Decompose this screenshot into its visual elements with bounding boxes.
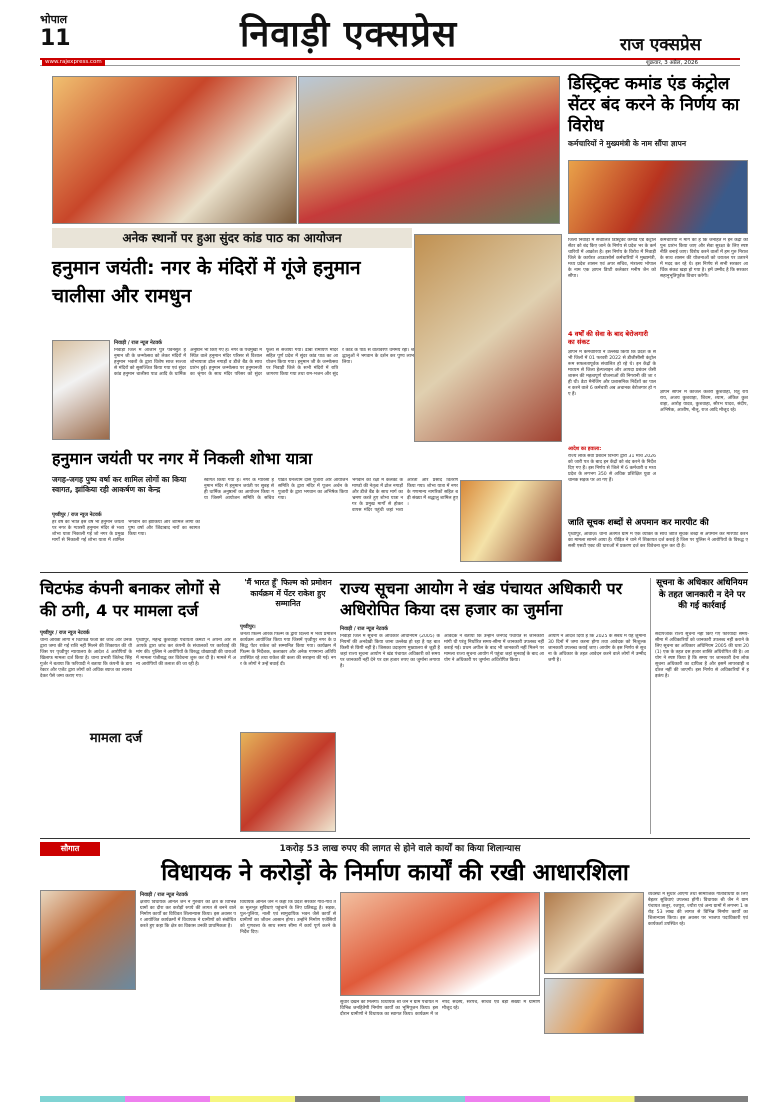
rti-body-1: निवाड़ी जिले में सूचना के अधिकार अधिनियम (2005) के नियमों की अनदेखी किया जाना उल्लेख हो रहा है यह बात किसी से छिपी नहीं है। जिसका उदाहरण मुख्यालय से जुड़ी है जहां राज्य सूचना आयोग ने खंड पंचायत अधिकारी को समय पर जानकारी नहीं देने पर दस हजार रुपए का जुर्माना लगाया है। (340, 634, 440, 669)
vidhayak-body-3: सुधार देखने को मिलेगा। विधायक श्री जैन ने ग्राम पंचायत में विभिन्न जनहितैषी निर्माण कार्यों का भूमिपूजन किया। इस दौरान ग्रामीणों ने विधायक का स्वागत किया। कार्यक्रम में जनपद सदस्य, सरपंच, सचिव एवं बड़ी संख्या में ग्रामीण मौजूद रहे। (340, 1000, 540, 1017)
vidhayak-kicker: 1करोड़ 53 लाख रुपए की लागत से होने वाले कार्यों का किया शिलान्यास (279, 844, 521, 854)
control-center-body-4: कर्मचारियों ने मांग की है कि जनहित में इन केंद्रों को पुनः प्रारंभ किया जाए और सेवा सुरक्षा के लिए स्पष्ट नीति बनाई जाए। विरोध करने वालों में हम गुरु निराश के साथ शासन की योजनाओं को धरातल पर उतारने में मदद कर रहे थे। इस निर्णय से सभी सरकार आर्थिक संकट खड़ा हो गया है। हमें उम्मीद है कि सरकार सहानुभूतिपूर्वक विचार करेगी। (660, 238, 748, 279)
masthead-title: निवाड़ी एक्सप्रेस (240, 14, 458, 55)
website-link[interactable]: www.rajexpress.com (42, 59, 105, 66)
control-center-body-5: ज्ञापन सौंपने में काजल केशरी कुशवाहा, रितु राय राय, अजय कुशवाहा, शिवम, श्याम, अंकित कुशवाहा, आरोह यादव, कुशवाहा, सौरभ यादव, संदीप, अभिषेक, आशीष, नीलू, राज आदि मौजूद रहे। (660, 390, 748, 413)
vidhayak-body-1: क्षेत्रीय विधायक अनिल जैन ने गुरुवार को क्षेत्र के विभिन्न ग्रामों का दौरा कर करोड़ों रुपये की लागत से बनने वाले निर्माण कार्यों का विधिवत शिलान्यास किया। इस अवसर पर आयोजित कार्यक्रमों में विधायक ने ग्रामीणों को संबोधित करते हुए कहा कि क्षेत्र का विकास उनकी प्राथमिकता है। (140, 900, 236, 929)
shobha-headline: हनुमान जयंती पर नगर में निकली शोभा यात्रा (52, 449, 313, 468)
masthead-paper: राज एक्सप्रेस (620, 35, 702, 55)
masthead (40, 8, 740, 64)
rti-side-body: संदीपजाक राज्य सूचना नहीं किए गए फरियादी समय-सीमा में अधिकारियों को जानकारी उपलब्ध नहीं कराने के लिए सूचना का अधिकार अधिनियम 2005 की धारा 20 (1) एक के तहत दस हजार शास्ति अधिरोपित की है। आयोग ने स्पष्ट किया है कि समय पर जानकारी देना लोक सूचना अधिकारी का दायित्व है और इसमें लापरवाही बर्दाश्त नहीं की जाएगी। इस निर्णय से अधिकारियों में हड़कंप है। (655, 632, 749, 679)
masthead-date: शुक्रवार, 3 अप्रैल, 2026 (646, 60, 698, 66)
hanuman-credit: निवाड़ी / राज न्यूज नेटवर्क (114, 340, 162, 346)
masthead-city: भोपाल (40, 13, 68, 26)
photo-painter (240, 732, 336, 832)
section-rule-1 (40, 572, 748, 573)
photo-shilanyas-1 (40, 890, 136, 990)
photo-shilanyas-3 (544, 892, 644, 974)
section-rule-2 (40, 838, 750, 839)
caste-body: पृथ्वीपुर, आवाज़। थाना अंतर्गत ग्राम में एक व्यक्ति के साथ जाति सूचक शब्दों से अपमान कर मारपीट करने का मामला सामने आया है। पीड़ित ने थाने में शिकायत दर्ज कराई है जिस पर पुलिस ने आरोपियों के विरुद्ध एससी एसटी एक्ट की धाराओं में प्रकरण दर्ज कर विवेचना शुरू कर दी है। (568, 532, 748, 549)
chitfund-callout: मामला दर्ज (76, 728, 156, 746)
film-headline: 'मैं भारत हूँ' फिल्म को प्रमोशन कार्यक्रम में पेंटर राकेश हुए सम्मानित (244, 578, 332, 608)
page-number: 11 (40, 26, 71, 51)
photo-hanuman-idol (414, 234, 562, 442)
vidhayak-credit: निवाड़ी / राज न्यूज नेटवर्क (140, 892, 188, 898)
shobha-subhead: जगह-जगह पुष्प वर्षा कर शामिल लोगों का किया स्वागत, झांकिया रही आकर्षण का केन्द्र (52, 475, 187, 494)
vidhayak-headline: विधायक ने करोड़ों के निर्माण कार्यों की रखी आधारशिला (161, 860, 629, 886)
chitfund-body-2: पृथ्वीपुर, महेन्द्र कुशवाहा पंचायती कमेटी ने अपनी ओर से आपके द्वारा जांच कर कंपनी के संचालकों पर कार्रवाई की मांग की। पुलिस ने आरोपियों के विरुद्ध धोखाधड़ी की धाराओं में मामला पंजीबद्ध कर विवेचना शुरू कर दी है। मामले में अन्य आरोपियों की तलाश की जा रही है। (136, 638, 236, 667)
rti-credit: निवाड़ी / राज न्यूज नेटवर्क (340, 626, 388, 632)
photo-devotees (52, 340, 110, 440)
registration-strip (40, 1096, 748, 1102)
hanuman-headline: हनुमान जयंती: नगर के मंदिरों में गूंजे हनुमान चालीसा और रामधुन (52, 257, 361, 307)
film-body: जनता फिल्म आरके फिल्म के द्वारा दिल्ली में भव्य प्रमोशन कार्यक्रम आयोजित किया गया जिसमें पृथ्वीपुर नगर के प्रसिद्ध पेंटर राकेश को सम्मानित किया गया। कार्यक्रम में फिल्म के निर्देशक, कलाकार और अनेक गणमान्य अतिथि उपस्थित रहे तथा राकेश की कला की सराहना की गई। नगर के लोगों ने उन्हें बधाई दी। (240, 632, 336, 667)
rti-side-headline: सूचना के अधिकार अधिनियम के तहत जानकारी न देने पर की गई कार्रवाई (656, 578, 748, 611)
film-credit: पृथ्वीपुर। (240, 624, 256, 630)
chitfund-credit: पृथ्वीपुर / राज न्यूज नेटवर्क (40, 630, 90, 636)
photo-memorandum (568, 160, 748, 234)
shobha-body-2: स्वागत किया गया है। नगर के ग्यारसी हनुमान मंदिर में हनुमान जयंती पर सुबह से ही धार्मिक अनुष्ठानों का आयोजन किया गया जिसमें आयोजन समिति के सचिव पंडित घनश्याम दास पुजारी और आयोजन समिति के द्वारा मंदिर में पूजन अर्चन के पुजारी के द्वारा भगवान का अभिषेक किया गया। (204, 478, 348, 501)
shobha-body-1: हर वर्ष की भांति इस वर्ष भी हनुमान जयंती पर नगर के ग्यारसी हनुमान मंदिर से भव्य शोभा यात्रा निकाली गई जो नगर के प्रमुख मार्गों से निकाली गई शोभा यात्रा में शामिल भगवान की झांकियां और शामिल लोगों का पुष्प वर्षा और जिंदाबाद नारों का स्वागत किया गया। (52, 520, 200, 543)
rti-headline: राज्य सूचना आयोग ने खंड पंचायत अधिकारी पर अधिरोपित किया दस हजार का जुर्माना (340, 579, 623, 619)
photo-procession-street (298, 76, 560, 224)
rti-body-3: आयोग ने आदेश दिया है कि 2025 के संबंध में यह जुर्माना 30 दिनों में जमा करना होगा तथा आवेदक को निःशुल्क जानकारी उपलब्ध कराई जाए। आयोग के इस निर्णय से सूचना के अधिकार के तहत आवेदन करने वाले लोगों में उम्मीद जगी है। (548, 634, 646, 663)
rti-side-box (650, 578, 750, 834)
control-center-body-2: ज्ञापन में कर्मचारियों ने उल्लेख किया कि प्रदेश के सभी जिलों में 01 फरवरी 2022 से डीजीसीसी कंट्रोल रूम सफलतापूर्वक संचालित हो रहे थे। इन केंद्रों के माध्यम से जिला हेल्पलाइन और आपदा प्रबंधन जैसी शासन की महत्वपूर्ण योजनाओं की निगरानी की जा रही थी। डेटा मैनेजिंग और प्रशासनिक निर्देशों का पालन करने वाले 6 कर्मचारी अब अचानक बेरोजगार हो गए हैं। (568, 350, 656, 397)
vidhayak-tag: सौगात (40, 842, 100, 856)
control-center-headline: डिस्ट्रिक्ट कमांड एंड कंट्रोल सेंटर बंद करने के निर्णय का विरोध (568, 74, 740, 136)
vidhayak-body-2: विधायक अनिल जैन ने कहा कि प्रदेश सरकार गांव-गांव तक मूलभूत सुविधाएं पहुंचाने के लिए प्रतिबद्ध है। सड़क, पुल-पुलिया, नाली एवं सामुदायिक भवन जैसे कार्यों से ग्रामीणों का जीवन आसान होगा। उन्होंने निर्माण एजेंसियों को गुणवत्ता के साथ समय सीमा में कार्य पूर्ण करने के निर्देश दिए। (240, 900, 336, 935)
masthead-rule (40, 58, 740, 66)
hanuman-body: निवाड़ी जिले में आंजनि पुत्र पवनसुत हनुमान जी के जन्मोत्सव को लेकर मंदिरों में हनुमान भक्तों के द्वारा विशेष साज सज्जा से मंदिरों को सुसज्जित किया गया एवं सुंदर कांड हनुमान चालीसा पाठ आदि के धार्मिक अनुष्ठान भी किए गए हैं। नगर के पंचमुखी में स्थित वाले हनुमान मंदिर परिसर से विशाल शोभायात्रा ढोल नगाड़ों व डीजे बैंड के साथ प्रारंभ हुई। हनुमान जन्मोत्सव पर हनुमानजी का श्रृंगार के साथ मंदिर परिसर को सुंदर फूलों से सजाया गया। ढाबा रामायण मंदिर सहित पूर्ण प्रदेश में सुंदर कांड पाठ का आयोजन किया गया। हनुमान जी के जन्मोत्सव पर निवाड़ी जिले के सभी मंदिरों में रात्रि जागरण किया गया तथा राम-भजन और सुंदर कांड के पाठ से वातावरण धर्ममय रहा। श्रद्धालुओं ने भगवान के दर्शन कर पुण्य लाभ लिया। (114, 348, 414, 377)
hanuman-tagline: अनेक स्थानों पर हुआ सुंदर कांड पाठ का आयोजन (52, 228, 412, 248)
photo-shilanyas-4 (544, 978, 644, 1034)
shobha-body-3: भगवान की रक्षा में कलेक्ट कमाण्डो की नेतृत्व में ढोल नगाड़ों और डीजे बैंड के साथ मार्ग का भ्रमण करते हुए शोभा यात्रा नगर के प्रमुख मार्गों से होकर वापस मंदिर पहुंची जहां भव्य आरती और प्रसाद वितरण किया गया। शोभा यात्रा में नगर के गणमान्य नागरिकों सहित बड़ी संख्या में श्रद्धालु शामिल हुए। (352, 478, 458, 513)
shobha-credit: पृथ्वीपुर / राज न्यूज नेटवर्क (52, 512, 102, 518)
caste-headline: जाति सूचक शब्दों से अपमान कर मारपीट की (568, 518, 709, 528)
photo-temple-puja (52, 76, 297, 224)
control-center-body-3: राज्य लोक सेवा प्रबंधन विभाग द्वारा 31 मार्च 2026 को जारी पत्र के बाद इन केंद्रों को बंद करने के निर्देश दिए गए हैं। इस निर्णय से जिले में 6 कर्मचारी व मध्य प्रदेश के लगभग 350 से अधिक प्रशिक्षित युवा अचानक सड़क पर आ गए हैं। (568, 454, 656, 483)
control-center-subhead: कर्मचारियों ने मुख्यमंत्री के नाम सौंपा ज्ञापन (568, 139, 687, 148)
photo-shobha-yatra (460, 480, 562, 562)
control-center-subhead-2: 4 वर्षों की सेवा के बाद बेरोजगारी का संकट (568, 330, 648, 346)
chitfund-headline: चिटफंड कंपनी बनाकर लोगों से की ठगी, 4 पर मामला दर्ज (40, 579, 220, 620)
vidhayak-body-4: व्यवस्था में सुधार आएगा तथा सामाजिक गतिविधियों के लिए बेहतर सुविधाएं उपलब्ध होंगी। विधायक श्री जैन ने ग्राम पंचायत तालुर, रजपुरा, ज्यौरा एवं अन्य ग्रामों में लगभग 1 करोड़ 53 लाख की लागत से विभिन्न निर्माण कार्यों का शिलान्यास किया। इस अवसर पर भाजपा पदाधिकारी एवं कार्यकर्ता उपस्थित रहे। (648, 892, 748, 927)
control-center-subhead-3: आदेश का हवाला: (568, 446, 602, 452)
chitfund-body-1: थाना ओरछा लोगों ने चिटफंड फर्जी की जांच और उनके द्वारा जमा की गई राशि नहीं मिलने की शिकायत की थी जिस पर पृथ्वीपुर न्यायालय के आदेश 4 आरोपियों के खिलाफ मामला दर्ज किया है। थाना प्रभारी जितेन्द्र सिंह गुर्जर ने बताया कि फरियादी ने बताया कि कंपनी के डायरेक्टर और एजेंट द्वारा लोगों को अधिक ब्याज का लालच देकर पैसे जमा कराए गए। (40, 638, 132, 679)
control-center-body-1: जिला निवाड़ी में संचालित डिस्ट्रिक्ट कमांड एंड कंट्रोल सेंटर को बंद किए जाने के निर्णय से प्रदेश भर के कर्मचारियों में आक्रोश है। इस निर्णय के विरोध में निवाड़ी जिले के कार्यरत आउटसोर्स कर्मचारियों ने मुख्यमंत्री, मध्य प्रदेश शासन एवं अपर सचिव, मंत्रालय भोपाल के नाम एक ज्ञापन डिप्टी कलेक्टर मनीष जैन को सौंपा। (568, 238, 656, 279)
photo-shilanyas-2 (340, 892, 540, 996)
rti-body-2: आवेदक ने बताया कि उन्होंने जनपद पंचायत से जानकारी मांगी थी परंतु निर्धारित समय-सीमा में जानकारी उपलब्ध नहीं कराई गई। प्रथम अपील के बाद भी जानकारी नहीं मिलने पर मामला राज्य सूचना आयोग में पहुंचा जहां सुनवाई के बाद आयोग ने अधिकारी पर जुर्माना अधिरोपित किया। (444, 634, 544, 663)
